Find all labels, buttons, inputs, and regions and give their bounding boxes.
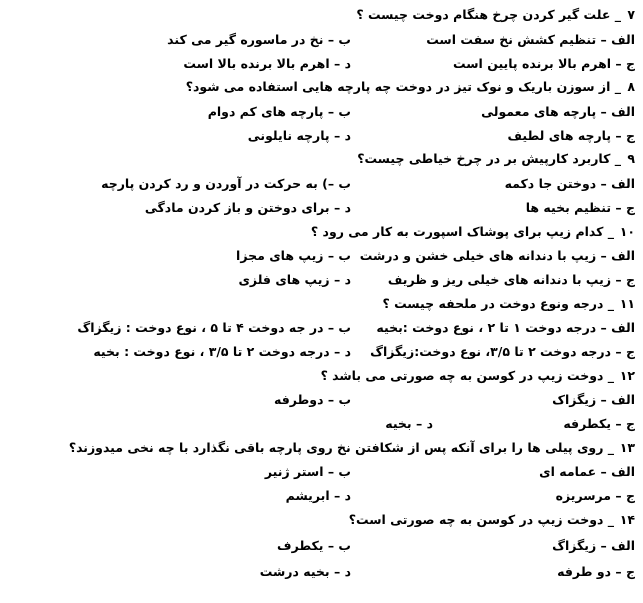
option-jim: ج – زیپ با دندانه های خیلی ریز و ظریف (387, 272, 635, 287)
option-alef: الف – عمامه ای (539, 464, 635, 479)
options-row (0, 245, 643, 269)
option-be: ب – نخ در ماسوره گیر می کند (167, 32, 351, 47)
question-8 (0, 76, 643, 100)
options-row (0, 173, 643, 197)
question-text: _ کاربرد کارپیش بر در چرخ خیاطی چیست؟ (357, 151, 621, 166)
options-row (0, 197, 643, 221)
option-jim: ج – اهرم بالا برنده پایین است (453, 56, 635, 71)
option-dal: د – بخیه درشت (259, 564, 351, 579)
options-row (0, 485, 643, 509)
options-row (0, 413, 643, 437)
question-text: _ کدام زیپ برای پوشاک اسپورت به کار می رود ؟ (310, 224, 614, 239)
question-10 (0, 221, 643, 245)
option-be: ب – یکطرف (277, 538, 351, 553)
options-row (0, 53, 643, 77)
option-jim: ج – دو طرفه (557, 564, 635, 579)
option-dal: د – پارچه نایلونی (247, 128, 351, 143)
question-number: ۱۴ (619, 512, 635, 527)
question-number: ۱۳ (619, 440, 635, 455)
question-text: _ درجه ونوع دوخت در ملحفه چیست ؟ (382, 296, 614, 311)
question-number: ۱۰ (619, 224, 635, 239)
question-text: _ روی پیلی ها را برای آنکه پس از شکافتن نخ روی پارچه باقی نگذارد با چه نخی میدوزند؟ (68, 440, 614, 455)
option-dal: د – بخیه (385, 416, 433, 431)
option-jim: ج – تنظیم بخیه ها (525, 200, 635, 215)
option-alef: الف – زیگزاک (552, 392, 635, 407)
option-alef: الف – زیپ با دندانه های خیلی خشن و درشت (359, 248, 635, 263)
question-text: _ علت گیر کردن چرخ هنگام دوخت چیست ؟ (356, 7, 621, 22)
option-dal: د – برای دوختن و باز کردن مادگی (144, 200, 351, 215)
options-row (0, 101, 643, 125)
question-number: ۷ (627, 7, 635, 22)
option-jim: ج – مرسریزه (555, 488, 635, 503)
option-be: ب – در جه دوخت ۴ تا ۵ ، نوع دوخت : زیگزاگ (77, 320, 351, 335)
option-alef: الف – پارچه های معمولی (481, 104, 635, 119)
question-number: ۱۲ (619, 368, 635, 383)
options-row (0, 461, 643, 485)
option-be: ب – استر ژنیر (264, 464, 351, 479)
option-alef: الف – زیگزاگ (552, 538, 635, 553)
option-dal: د – درجه دوخت ۲ تا ۳/۵ ، نوع دوخت : بخیه (93, 344, 351, 359)
option-be: ب – دوطرفه (273, 392, 351, 407)
option-alef: الف – درجه دوخت ۱ تا ۲ ، نوع دوخت :بخیه (376, 320, 635, 335)
question-text: _ دوخت زیپ در کوسن به چه صورتی است؟ (348, 512, 614, 527)
options-row (0, 535, 643, 559)
option-alef: الف – دوختن جا دکمه (504, 176, 635, 191)
question-9 (0, 148, 643, 172)
question-12 (0, 365, 643, 389)
question-7 (0, 4, 643, 28)
option-jim: ج – درجه دوخت ۲ تا ۳/۵، نوع دوخت:زیگزاگ (370, 344, 635, 359)
option-dal: د – اهرم بالا برنده بالا است (183, 56, 351, 71)
question-number: ۹ (627, 151, 635, 166)
option-jim: ج – یکطرفه (563, 416, 635, 431)
question-text: _ دوخت زیپ در کوسن به چه صورتی می باشد ؟ (320, 368, 614, 383)
options-row (0, 29, 643, 53)
question-number: ۸ (627, 79, 635, 94)
option-alef: الف – تنظیم کشش نخ سفت است (426, 32, 635, 47)
option-be: ب – زیپ های مجزا (236, 248, 351, 263)
options-row (0, 341, 643, 365)
option-dal: د – ابریشم (285, 488, 351, 503)
question-14 (0, 509, 643, 533)
question-text: _ از سوزن باریک و نوک تیز در دوخت چه پارچه هایی استفاده می شود؟ (185, 79, 621, 94)
options-row (0, 317, 643, 341)
options-row (0, 125, 643, 149)
options-row (0, 561, 643, 585)
option-be: ب – پارچه های کم دوام (207, 104, 351, 119)
question-13 (0, 437, 643, 461)
option-be: ب –) به حرکت در آوردن و رد کردن پارچه (101, 176, 351, 191)
options-row (0, 269, 643, 293)
question-11 (0, 293, 643, 317)
options-row (0, 389, 643, 413)
option-jim: ج – پارچه های لطیف (507, 128, 635, 143)
question-number: ۱۱ (619, 296, 635, 311)
option-dal: د – زیپ های فلزی (238, 272, 351, 287)
